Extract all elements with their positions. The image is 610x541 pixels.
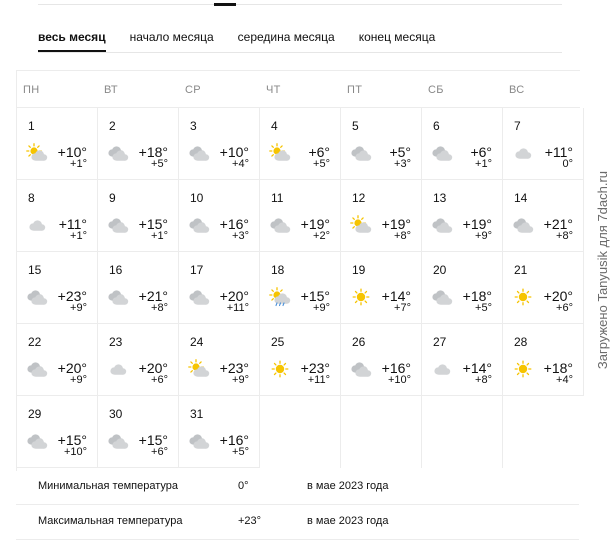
day-cell[interactable]: [17, 108, 98, 180]
day-number: 16: [109, 263, 123, 277]
max-temp: +18°: [462, 288, 492, 304]
cloudy-icon: [431, 144, 453, 162]
min-temp: +6°: [151, 446, 168, 458]
min-temp-value: 0°: [238, 480, 249, 492]
min-temp: +9°: [232, 374, 249, 386]
min-temp: +4°: [232, 158, 249, 170]
cloud-icon: [431, 360, 453, 378]
day-cell[interactable]: [17, 396, 98, 468]
day-number: 2: [109, 119, 116, 133]
max-temp: +20°: [138, 360, 168, 376]
day-cell[interactable]: [422, 108, 503, 180]
sun-icon: [512, 288, 534, 306]
cloudy-icon: [107, 432, 129, 450]
max-temp: +5°: [389, 144, 411, 160]
day-cell[interactable]: [179, 252, 260, 324]
day-cell[interactable]: [98, 108, 179, 180]
day-cell[interactable]: [17, 324, 98, 396]
day-cell[interactable]: [422, 180, 503, 252]
active-section-marker: [214, 3, 236, 6]
cloudy-icon: [350, 144, 372, 162]
cloudy-icon: [188, 432, 210, 450]
min-temp: +7°: [394, 302, 411, 314]
min-temp: +3°: [232, 230, 249, 242]
min-temp: +9°: [70, 302, 87, 314]
min-temp: +1°: [70, 158, 87, 170]
max-temp: +14°: [381, 288, 411, 304]
day-number: 30: [109, 407, 123, 421]
weekday-label: ПН: [23, 84, 40, 96]
temperature-summary: [16, 470, 579, 540]
day-number: 6: [433, 119, 440, 133]
day-cell[interactable]: [422, 324, 503, 396]
day-cell[interactable]: [179, 396, 260, 468]
min-temp: +3°: [394, 158, 411, 170]
day-cell[interactable]: [260, 180, 341, 252]
max-temp: +11°: [544, 144, 573, 160]
day-cell[interactable]: [260, 108, 341, 180]
min-temp: +5°: [313, 158, 330, 170]
min-temp: +1°: [475, 158, 492, 170]
empty-cell: [422, 396, 503, 468]
max-temp: +20°: [57, 360, 87, 376]
max-temp: +23°: [57, 288, 87, 304]
cloud-icon: [512, 144, 534, 162]
day-cell[interactable]: [341, 180, 422, 252]
min-temp: +8°: [394, 230, 411, 242]
cloudy-icon: [26, 360, 48, 378]
day-cell[interactable]: [422, 252, 503, 324]
period-tabs: [38, 30, 459, 52]
day-cell[interactable]: [503, 108, 584, 180]
min-temp: +5°: [151, 158, 168, 170]
day-cell[interactable]: [341, 324, 422, 396]
top-divider: [38, 4, 562, 5]
day-number: 7: [514, 119, 521, 133]
day-number: 3: [190, 119, 197, 133]
tab-whole-month[interactable]: весь месяц: [38, 30, 106, 52]
max-temp: +14°: [462, 360, 492, 376]
day-number: 24: [190, 335, 204, 349]
cloudy-icon: [26, 288, 48, 306]
max-temperature-row: [16, 505, 579, 540]
weekday-label: СБ: [428, 84, 444, 96]
day-cell[interactable]: [503, 324, 584, 396]
tabs-divider: [38, 52, 562, 53]
max-temp: +10°: [57, 144, 87, 160]
cloudy-icon: [26, 432, 48, 450]
cloudy-icon: [431, 216, 453, 234]
max-temp: +19°: [381, 216, 411, 232]
max-temp: +16°: [219, 432, 249, 448]
day-cell[interactable]: [98, 396, 179, 468]
min-temp: 0°: [562, 158, 573, 170]
min-temp: +9°: [70, 374, 87, 386]
tab-month-end[interactable]: конец месяца: [358, 30, 436, 44]
weekday-label: СР: [185, 84, 201, 96]
day-number: 23: [109, 335, 123, 349]
min-temp: +6°: [556, 302, 573, 314]
cloudy-icon: [188, 216, 210, 234]
max-temp: +20°: [543, 288, 573, 304]
partly-cloudy-icon: [188, 360, 210, 378]
partly-cloudy-icon: [350, 216, 372, 234]
min-temp-period: в мае 2023 года: [307, 480, 389, 492]
max-temp: +6°: [308, 144, 330, 160]
empty-cell: [503, 396, 584, 468]
cloudy-icon: [188, 144, 210, 162]
max-temp: +23°: [300, 360, 330, 376]
day-cell[interactable]: [341, 108, 422, 180]
min-temp-label: Минимальная температура: [38, 480, 178, 492]
max-temp: +20°: [219, 288, 249, 304]
sun-icon: [512, 360, 534, 378]
weekday-header: [17, 71, 580, 108]
day-cell[interactable]: [341, 252, 422, 324]
day-number: 10: [190, 191, 204, 205]
day-cell[interactable]: [17, 252, 98, 324]
day-number: 13: [433, 191, 447, 205]
max-temp: +16°: [219, 216, 249, 232]
min-temp: +5°: [475, 302, 492, 314]
day-number: 26: [352, 335, 366, 349]
max-temp: +15°: [300, 288, 330, 304]
min-temp: +10°: [387, 374, 411, 386]
month-calendar: [16, 70, 580, 471]
day-number: 17: [190, 263, 204, 277]
day-cell[interactable]: [179, 108, 260, 180]
weekday-label: ВС: [509, 84, 525, 96]
max-temp: +15°: [138, 432, 168, 448]
cloudy-icon: [188, 288, 210, 306]
max-temp: +18°: [543, 360, 573, 376]
max-temp: +18°: [138, 144, 168, 160]
min-temp: +6°: [151, 374, 168, 386]
weekday-label: ЧТ: [266, 84, 281, 96]
min-temp: +4°: [556, 374, 573, 386]
day-number: 31: [190, 407, 204, 421]
day-cell[interactable]: [260, 324, 341, 396]
cloudy-icon: [431, 288, 453, 306]
max-temp-label: Максимальная температура: [38, 515, 183, 527]
min-temp: +1°: [70, 230, 87, 242]
day-number: 18: [271, 263, 285, 277]
max-temp: +11°: [58, 216, 87, 232]
partly-cloudy-icon: [269, 144, 291, 162]
day-number: 22: [28, 335, 42, 349]
max-temp: +15°: [57, 432, 87, 448]
tab-month-start[interactable]: начало месяца: [129, 30, 214, 44]
day-number: 11: [271, 191, 284, 205]
day-number: 4: [271, 119, 278, 133]
tab-month-middle[interactable]: середина месяца: [237, 30, 335, 44]
min-temp: +11°: [226, 302, 249, 314]
weekday-label: ПТ: [347, 84, 363, 96]
max-temp: +19°: [462, 216, 492, 232]
cloud-icon: [26, 216, 48, 234]
max-temp: +23°: [219, 360, 249, 376]
cloudy-icon: [107, 144, 129, 162]
min-temp: +1°: [151, 230, 168, 242]
day-number: 28: [514, 335, 528, 349]
min-temp: +9°: [475, 230, 492, 242]
max-temp: +19°: [300, 216, 330, 232]
sun-icon: [350, 288, 372, 306]
sun-rain-icon: [269, 288, 291, 306]
min-temp: +2°: [313, 230, 330, 242]
min-temp: +10°: [63, 446, 87, 458]
cloud-icon: [107, 360, 129, 378]
max-temp: +21°: [138, 288, 168, 304]
day-cell[interactable]: [179, 324, 260, 396]
day-number: 20: [433, 263, 447, 277]
day-cell[interactable]: [17, 180, 98, 252]
day-number: 8: [28, 191, 35, 205]
cloudy-icon: [350, 360, 372, 378]
max-temp: +21°: [543, 216, 573, 232]
day-number: 1: [28, 119, 35, 133]
cloudy-icon: [107, 216, 129, 234]
min-temp: +9°: [313, 302, 330, 314]
day-cell[interactable]: [179, 180, 260, 252]
min-temp: +8°: [475, 374, 492, 386]
day-number: 27: [433, 335, 447, 349]
day-number: 9: [109, 191, 116, 205]
max-temp-value: +23°: [238, 515, 262, 527]
empty-cell: [341, 396, 422, 468]
day-number: 15: [28, 263, 42, 277]
day-grid: [17, 108, 580, 468]
day-number: 19: [352, 263, 366, 277]
day-number: 21: [514, 263, 528, 277]
day-cell[interactable]: [98, 324, 179, 396]
weekday-label: ВТ: [104, 84, 118, 96]
day-number: 25: [271, 335, 285, 349]
max-temp: +16°: [381, 360, 411, 376]
max-temp-period: в мае 2023 года: [307, 515, 389, 527]
day-cell[interactable]: [503, 252, 584, 324]
day-cell[interactable]: [98, 180, 179, 252]
day-number: 14: [514, 191, 528, 205]
min-temp: +8°: [151, 302, 168, 314]
min-temp: +11°: [307, 374, 330, 386]
min-temp: +8°: [556, 230, 573, 242]
day-cell[interactable]: [260, 252, 341, 324]
cloudy-icon: [107, 288, 129, 306]
partly-cloudy-icon: [26, 144, 48, 162]
min-temp: +5°: [232, 446, 249, 458]
sun-icon: [269, 360, 291, 378]
empty-cell: [260, 396, 341, 468]
day-number: 29: [28, 407, 42, 421]
max-temp: +6°: [470, 144, 492, 160]
day-number: 12: [352, 191, 366, 205]
day-cell[interactable]: [98, 252, 179, 324]
min-temperature-row: [16, 470, 579, 505]
watermark-text: Загружено Tanyusik для 7dach.ru: [595, 170, 610, 370]
cloudy-icon: [512, 216, 534, 234]
cloudy-icon: [269, 216, 291, 234]
day-cell[interactable]: [503, 180, 584, 252]
max-temp: +10°: [219, 144, 249, 160]
max-temp: +15°: [138, 216, 168, 232]
day-number: 5: [352, 119, 359, 133]
